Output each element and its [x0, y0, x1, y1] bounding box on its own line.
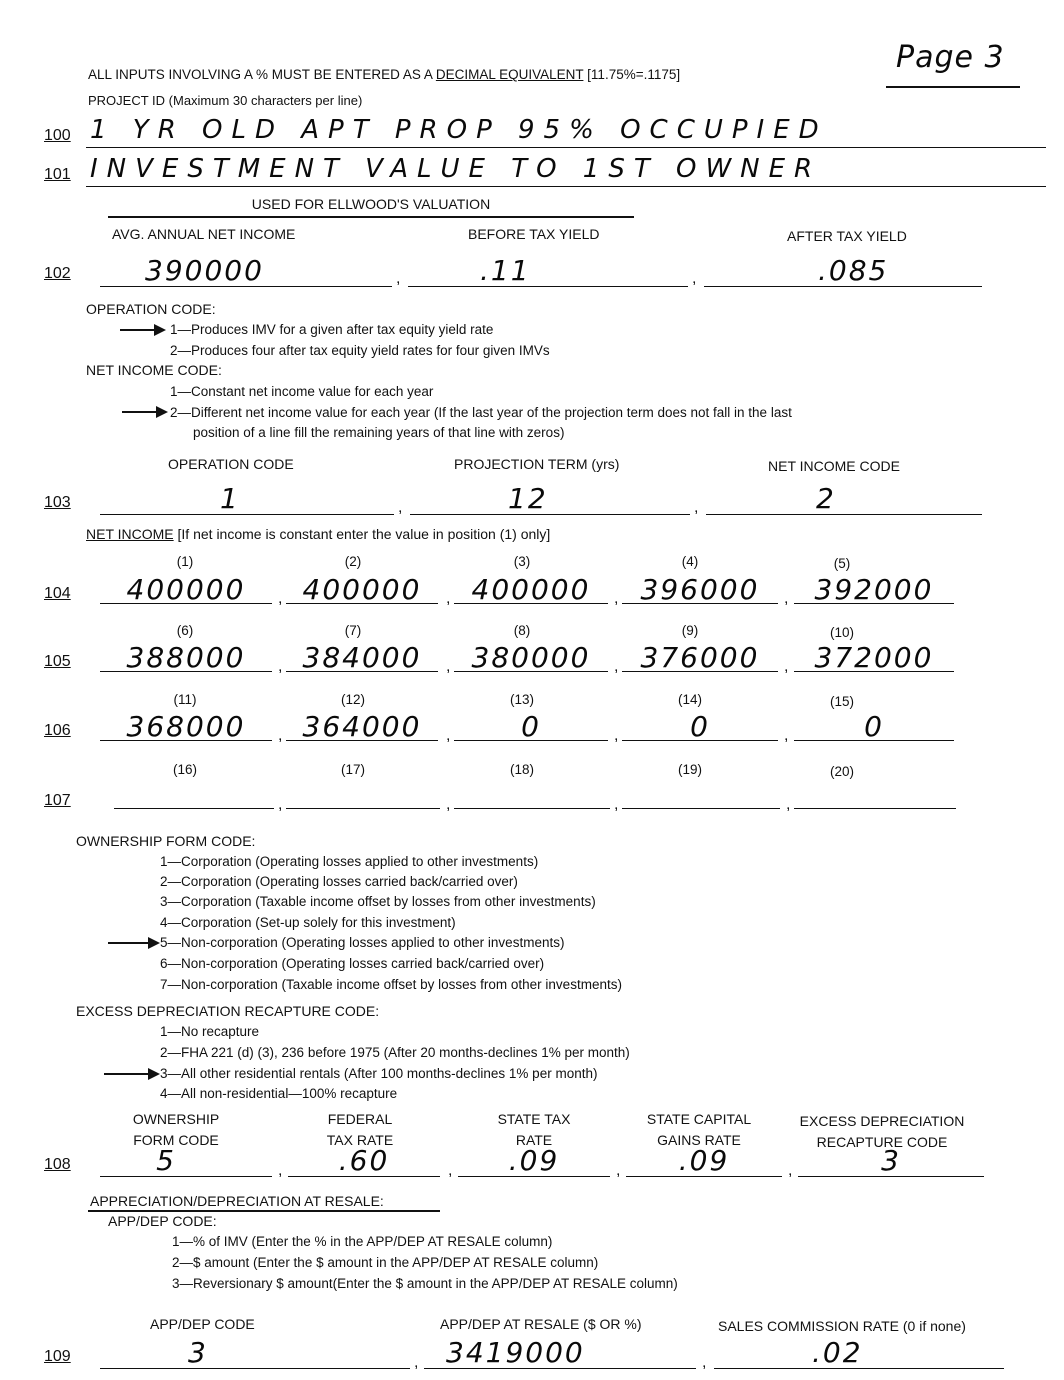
net-income-title: NET INCOME — [86, 526, 174, 542]
year-index: (7) — [344, 623, 362, 638]
comma: , — [786, 796, 791, 813]
app-dep-code-field[interactable] — [100, 1336, 410, 1369]
before-tax-yield-field[interactable] — [408, 254, 688, 287]
app-dep-option-3: 3—Reversionary $ amount(Enter the $ amount in the APP/DEP AT RESALE column) — [172, 1276, 678, 1291]
comma: , — [278, 1162, 283, 1179]
app-dep-at-resale-field[interactable] — [424, 1336, 696, 1369]
federal-tax-rate-value: .60 — [338, 1144, 390, 1177]
operation-option-2: 2—Produces four after tax equity yield rates for four given IMVs — [170, 343, 550, 358]
net-income-value: 372000 — [814, 641, 934, 674]
net-income-value: 392000 — [814, 573, 934, 606]
row-number-103: 103 — [44, 494, 71, 511]
net-income-value: 396000 — [640, 573, 760, 606]
page-number: Page 3 — [896, 40, 1005, 75]
net-income-field[interactable] — [794, 641, 954, 672]
net-income-field[interactable] — [286, 710, 438, 741]
label-line: STATE TAX — [497, 1111, 571, 1127]
year-index: (20) — [829, 764, 854, 779]
sales-commission-rate-label: SALES COMMISSION RATE (0 if none) — [718, 1318, 966, 1334]
net-income-value: 0 — [690, 710, 710, 743]
sales-commission-rate-value: .02 — [812, 1336, 863, 1369]
net-income-field[interactable] — [100, 573, 272, 604]
instruction-underlined: DECIMAL EQUIVALENT — [435, 67, 584, 82]
comma: , — [446, 590, 451, 607]
row-number-108: 108 — [44, 1156, 71, 1173]
comma: , — [616, 1162, 621, 1179]
recapture-option-4: 4—All non-residential—100% recapture — [160, 1086, 398, 1101]
selected-arrow-icon — [122, 411, 166, 413]
appreciation-title-underline — [88, 1210, 440, 1212]
appreciation-title: APPRECIATION/DEPRECIATION AT RESALE: — [90, 1193, 384, 1209]
net-income-value: 376000 — [640, 641, 760, 674]
project-id-value-1: 1 YR OLD APT PROP 95% OCCUPIED — [90, 115, 828, 145]
ownership-option-3: 3—Corporation (Taxable income offset by losses from other investments) — [160, 894, 596, 909]
label-line: RECAPTURE CODE — [816, 1134, 948, 1150]
net-income-value: 364000 — [302, 710, 422, 743]
recapture-option-1: 1—No recapture — [160, 1024, 260, 1039]
after-tax-yield-label: AFTER TAX YIELD — [787, 228, 907, 244]
comma: , — [396, 270, 401, 287]
row-number-105: 105 — [44, 653, 71, 670]
comma: , — [784, 727, 789, 744]
ownership-option-1: 1—Corporation (Operating losses applied to other investments) — [160, 854, 539, 869]
net-income-field[interactable] — [286, 573, 438, 604]
app-dep-at-resale-label: APP/DEP AT RESALE ($ OR %) — [440, 1316, 642, 1332]
recapture-option-2: 2—FHA 221 (d) (3), 236 before 1975 (After 20 months-declines 1% per month) — [160, 1045, 630, 1060]
net-income-field[interactable] — [454, 780, 610, 809]
projection-term-label: PROJECTION TERM (yrs) — [454, 456, 620, 472]
comma: , — [788, 1162, 793, 1179]
row-number-106: 106 — [44, 722, 71, 739]
year-index: (3) — [513, 554, 531, 569]
comma: , — [694, 499, 699, 516]
net-income-field[interactable] — [454, 710, 608, 741]
ellwood-underline — [108, 216, 634, 218]
projection-term-field[interactable] — [410, 482, 690, 515]
comma: , — [446, 658, 451, 675]
net-income-field[interactable] — [794, 780, 956, 809]
comma: , — [702, 1354, 707, 1371]
net-income-code-option-2-cont: position of a line fill the remaining years of that line with zeros) — [193, 425, 565, 440]
comma: , — [614, 727, 619, 744]
ownership-option-2: 2—Corporation (Operating losses carried back/carried over) — [160, 874, 518, 889]
comma: , — [784, 590, 789, 607]
comma: , — [446, 796, 451, 813]
year-index: (15) — [829, 694, 854, 709]
net-income-field[interactable] — [622, 780, 780, 809]
row-number-101: 101 — [44, 166, 71, 183]
comma: , — [278, 727, 283, 744]
comma: , — [278, 590, 283, 607]
year-index: (2) — [344, 554, 362, 569]
net-income-field[interactable] — [622, 641, 778, 672]
label-line: TAX RATE — [326, 1132, 394, 1148]
before-tax-yield-label: BEFORE TAX YIELD — [468, 226, 600, 242]
recapture-code-field[interactable] — [798, 1144, 984, 1177]
label-line: EXCESS DEPRECIATION — [799, 1113, 965, 1129]
comma: , — [692, 270, 697, 287]
net-income-code-label: NET INCOME CODE — [768, 458, 900, 474]
net-income-value: 0 — [864, 710, 884, 743]
year-index: (19) — [677, 762, 702, 777]
net-income-value: 380000 — [471, 641, 591, 674]
ownership-form-code-value: 5 — [156, 1144, 176, 1177]
label-line: FORM CODE — [133, 1132, 219, 1148]
selected-arrow-icon — [120, 329, 164, 331]
net-income-code-option-2: 2—Different net income value for each year (If the last year of the projection term does not fall in the last — [170, 405, 792, 420]
state-tax-rate-value: .09 — [508, 1144, 560, 1177]
project-id-line-1[interactable] — [86, 115, 1046, 148]
year-index: (10) — [829, 625, 854, 640]
year-index: (8) — [513, 623, 531, 638]
app-dep-option-1: 1—% of IMV (Enter the % in the APP/DEP AT RESALE column) — [172, 1234, 553, 1249]
net-income-code-title: NET INCOME CODE: — [86, 362, 222, 378]
project-id-line-2[interactable] — [86, 154, 1046, 187]
year-index: (1) — [176, 554, 194, 569]
net-income-value: 368000 — [126, 710, 246, 743]
decimal-instruction — [88, 67, 680, 82]
ellwood-label: USED FOR ELLWOOD'S VALUATION — [251, 196, 491, 212]
instruction-example: [11.75%=.1175] — [583, 67, 681, 82]
sales-commission-rate-field[interactable] — [714, 1336, 1004, 1369]
net-income-field[interactable] — [794, 710, 954, 741]
year-index: (18) — [509, 762, 534, 777]
app-dep-code-value: 3 — [188, 1336, 208, 1369]
net-income-field[interactable] — [114, 780, 274, 809]
comma: , — [446, 727, 451, 744]
ownership-option-5: 5—Non-corporation (Operating losses applied to other investments) — [160, 935, 565, 950]
comma: , — [278, 796, 283, 813]
year-index: (11) — [173, 692, 197, 707]
app-dep-code-title: APP/DEP CODE: — [108, 1213, 217, 1229]
year-index: (12) — [340, 692, 365, 707]
row-number-100: 100 — [44, 127, 71, 144]
net-income-value: 384000 — [302, 641, 422, 674]
row-number-109: 109 — [44, 1348, 71, 1365]
ownership-form-code-title: OWNERSHIP FORM CODE: — [76, 833, 256, 849]
project-id-value-2: INVESTMENT VALUE TO 1ST OWNER — [90, 154, 822, 184]
net-income-note: [If net income is constant enter the value in position (1) only] — [173, 526, 551, 542]
recapture-code-title: EXCESS DEPRECIATION RECAPTURE CODE: — [76, 1003, 380, 1019]
net-income-code-field[interactable] — [706, 482, 982, 515]
net-income-value: 400000 — [126, 573, 246, 606]
net-income-field[interactable] — [454, 573, 608, 604]
net-income-value: 0 — [521, 710, 541, 743]
label-line: GAINS RATE — [657, 1132, 741, 1148]
avg-annual-net-income-value: 390000 — [145, 254, 264, 287]
selected-arrow-icon — [108, 942, 158, 944]
project-id-label: PROJECT ID (Maximum 30 characters per line) — [88, 93, 363, 108]
page-number-underline — [886, 86, 1020, 88]
label-line: STATE CAPITAL — [646, 1111, 752, 1127]
projection-term-value: 12 — [508, 482, 548, 515]
label-line: FEDERAL — [327, 1111, 393, 1127]
net-income-field[interactable] — [100, 710, 272, 741]
ownership-option-7: 7—Non-corporation (Taxable income offset by losses from other investments) — [160, 977, 622, 992]
net-income-value: 400000 — [471, 573, 591, 606]
avg-annual-net-income-label: AVG. ANNUAL NET INCOME — [112, 226, 296, 242]
comma: , — [398, 499, 403, 516]
app-dep-at-resale-value: 3419000 — [446, 1336, 585, 1369]
net-income-code-option-1: 1—Constant net income value for each year — [170, 384, 434, 399]
year-index: (17) — [340, 762, 365, 777]
after-tax-yield-value: .085 — [818, 254, 889, 287]
year-index: (4) — [681, 554, 699, 569]
comma: , — [784, 658, 789, 675]
comma: , — [614, 590, 619, 607]
operation-code-label: OPERATION CODE — [168, 456, 294, 472]
net-income-field[interactable] — [454, 641, 608, 672]
row-number-107: 107 — [44, 792, 71, 809]
year-index: (14) — [677, 692, 702, 707]
net-income-value: 388000 — [126, 641, 246, 674]
net-income-code-value: 2 — [816, 482, 836, 515]
year-index: (5) — [833, 556, 851, 571]
selected-arrow-icon — [104, 1073, 158, 1075]
year-index: (16) — [172, 762, 197, 777]
comma: , — [278, 658, 283, 675]
year-index: (13) — [509, 692, 534, 707]
after-tax-yield-field[interactable] — [704, 254, 982, 287]
row-number-102: 102 — [44, 265, 71, 282]
comma: , — [614, 796, 619, 813]
label-line: RATE — [515, 1132, 553, 1148]
app-dep-option-2: 2—$ amount (Enter the $ amount in the APP/DEP AT RESALE column) — [172, 1255, 599, 1270]
ownership-form-code-field[interactable] — [100, 1144, 272, 1177]
state-tax-rate-field[interactable] — [458, 1144, 610, 1177]
label-line: OWNERSHIP — [132, 1111, 220, 1127]
comma: , — [448, 1162, 453, 1179]
before-tax-yield-value: .11 — [480, 254, 531, 287]
net-income-field[interactable] — [794, 573, 954, 604]
operation-option-1: 1—Produces IMV for a given after tax equity yield rate — [170, 322, 494, 337]
state-capital-gains-rate-field[interactable] — [626, 1144, 782, 1177]
operation-code-value: 1 — [220, 482, 240, 515]
ownership-option-6: 6—Non-corporation (Operating losses carried back/carried over) — [160, 956, 545, 971]
net-income-field[interactable] — [286, 780, 440, 809]
app-dep-code-label: APP/DEP CODE — [150, 1316, 255, 1332]
comma: , — [614, 658, 619, 675]
recapture-option-3: 3—All other residential rentals (After 100 months-declines 1% per month) — [160, 1066, 598, 1081]
net-income-field[interactable] — [622, 573, 778, 604]
recapture-code-value: 3 — [881, 1144, 901, 1177]
net-income-field[interactable] — [286, 641, 438, 672]
federal-tax-rate-field[interactable] — [288, 1144, 440, 1177]
row-number-104: 104 — [44, 585, 71, 602]
year-index: (6) — [176, 623, 194, 638]
net-income-field[interactable] — [100, 641, 272, 672]
net-income-field[interactable] — [622, 710, 778, 741]
net-income-header — [86, 526, 550, 542]
instruction-text: ALL INPUTS INVOLVING A % MUST BE ENTERED AS A — [88, 67, 436, 82]
state-capital-gains-rate-value: .09 — [678, 1144, 730, 1177]
avg-annual-net-income-field[interactable] — [100, 254, 392, 287]
comma: , — [414, 1354, 419, 1371]
operation-code-title: OPERATION CODE: — [86, 301, 216, 317]
year-index: (9) — [681, 623, 699, 638]
operation-code-field[interactable] — [100, 482, 394, 515]
ownership-option-4: 4—Corporation (Set-up solely for this investment) — [160, 915, 456, 930]
net-income-value: 400000 — [302, 573, 422, 606]
